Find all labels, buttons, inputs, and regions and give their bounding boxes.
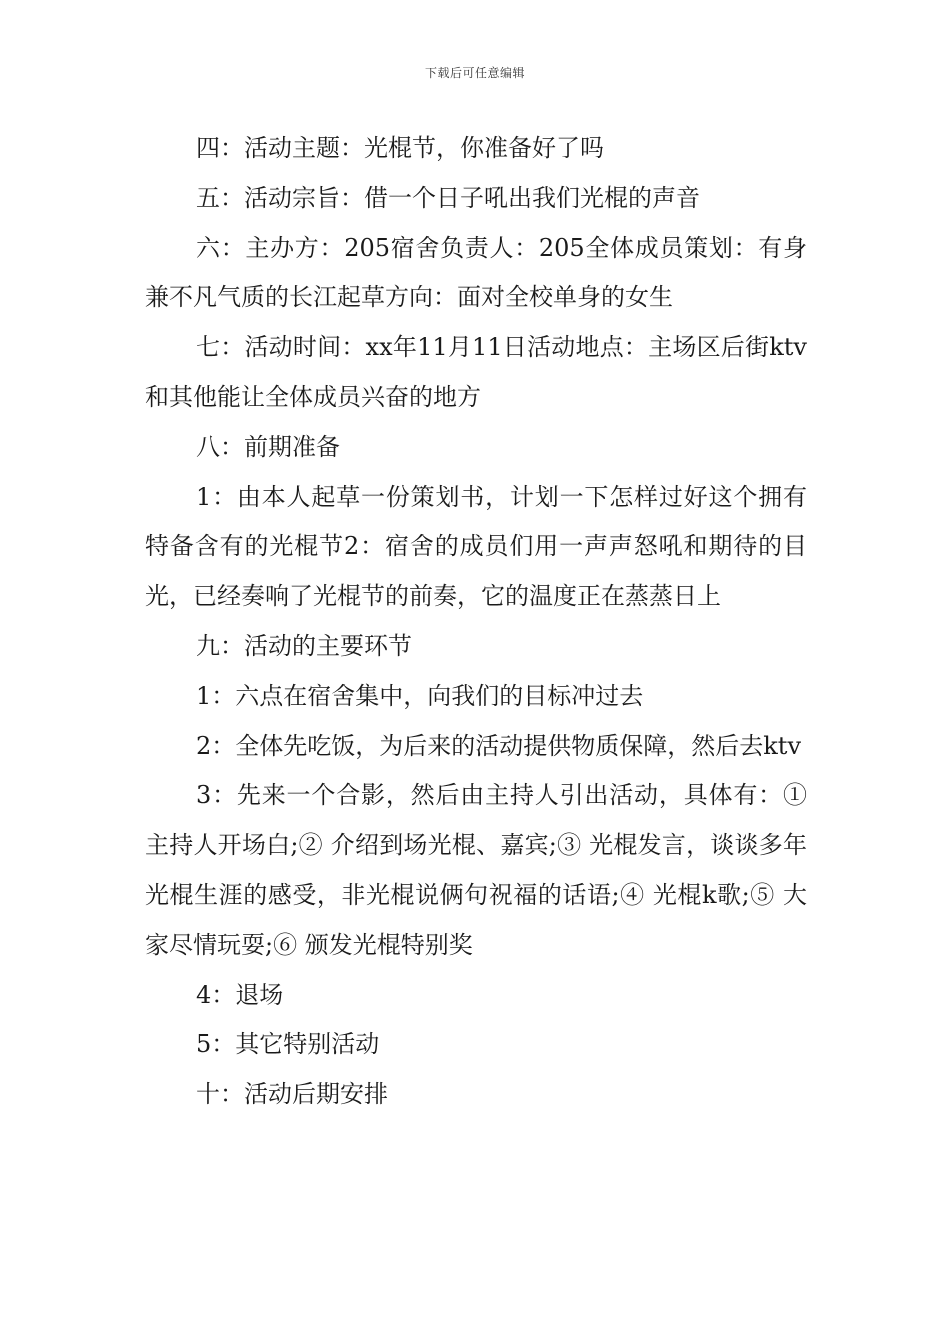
paragraph-segment-5: 5：其它特别活动	[196, 1030, 380, 1059]
paragraph-organizer: 六：主办方：205宿舍负责人：205全体成员策划：有身兼不凡气质的长江起草方向：面对全校单身的女生	[145, 233, 807, 312]
page-header: 下载后可任意编辑	[424, 66, 525, 80]
paragraph-preparation-detail: 1：由本人起草一份策划书，计划一下怎样过好这个拥有特备含有的光棍节2：宿舍的成员们用一声声怒吼和期待的目光，已经奏响了光棍节的前奏，它的温度正在蒸蒸日上	[145, 482, 807, 611]
paragraph-main-segments-heading: 九：活动的主要环节	[196, 631, 412, 660]
paragraph-segment-4: 4：退场	[196, 980, 284, 1009]
paragraph-segment-1: 1：六点在宿舍集中，向我们的目标冲过去	[196, 681, 644, 710]
paragraph-segment-3: 3：先来一个合影，然后由主持人引出活动，具体有：① 主持人开场白;② 介绍到场光棍、嘉宾;③ 光棍发言，谈谈多年光棍生涯的感受，非光棍说俩句祝福的话语;④ 光棍k歌;⑤ 大家尽情玩耍;⑥ 颁发光棍特别奖	[145, 781, 807, 959]
paragraph-theme: 四：活动主题：光棍节，你准备好了吗	[196, 134, 604, 162]
paragraph-preparation-heading: 八：前期准备	[196, 432, 340, 461]
paragraph-segment-2: 2：全体先吃饭，为后来的活动提供物质保障，然后去ktv	[196, 731, 802, 760]
paragraph-follow-up-heading: 十：活动后期安排	[196, 1080, 388, 1109]
paragraph-time-place: 七：活动时间：xx年11月11日活动地点：主场区后街ktv和其他能让全体成员兴奋的地方	[145, 333, 807, 411]
paragraph-purpose: 五：活动宗旨：借一个日子吼出我们光棍的声音	[196, 183, 700, 212]
document-body	[145, 124, 807, 1120]
